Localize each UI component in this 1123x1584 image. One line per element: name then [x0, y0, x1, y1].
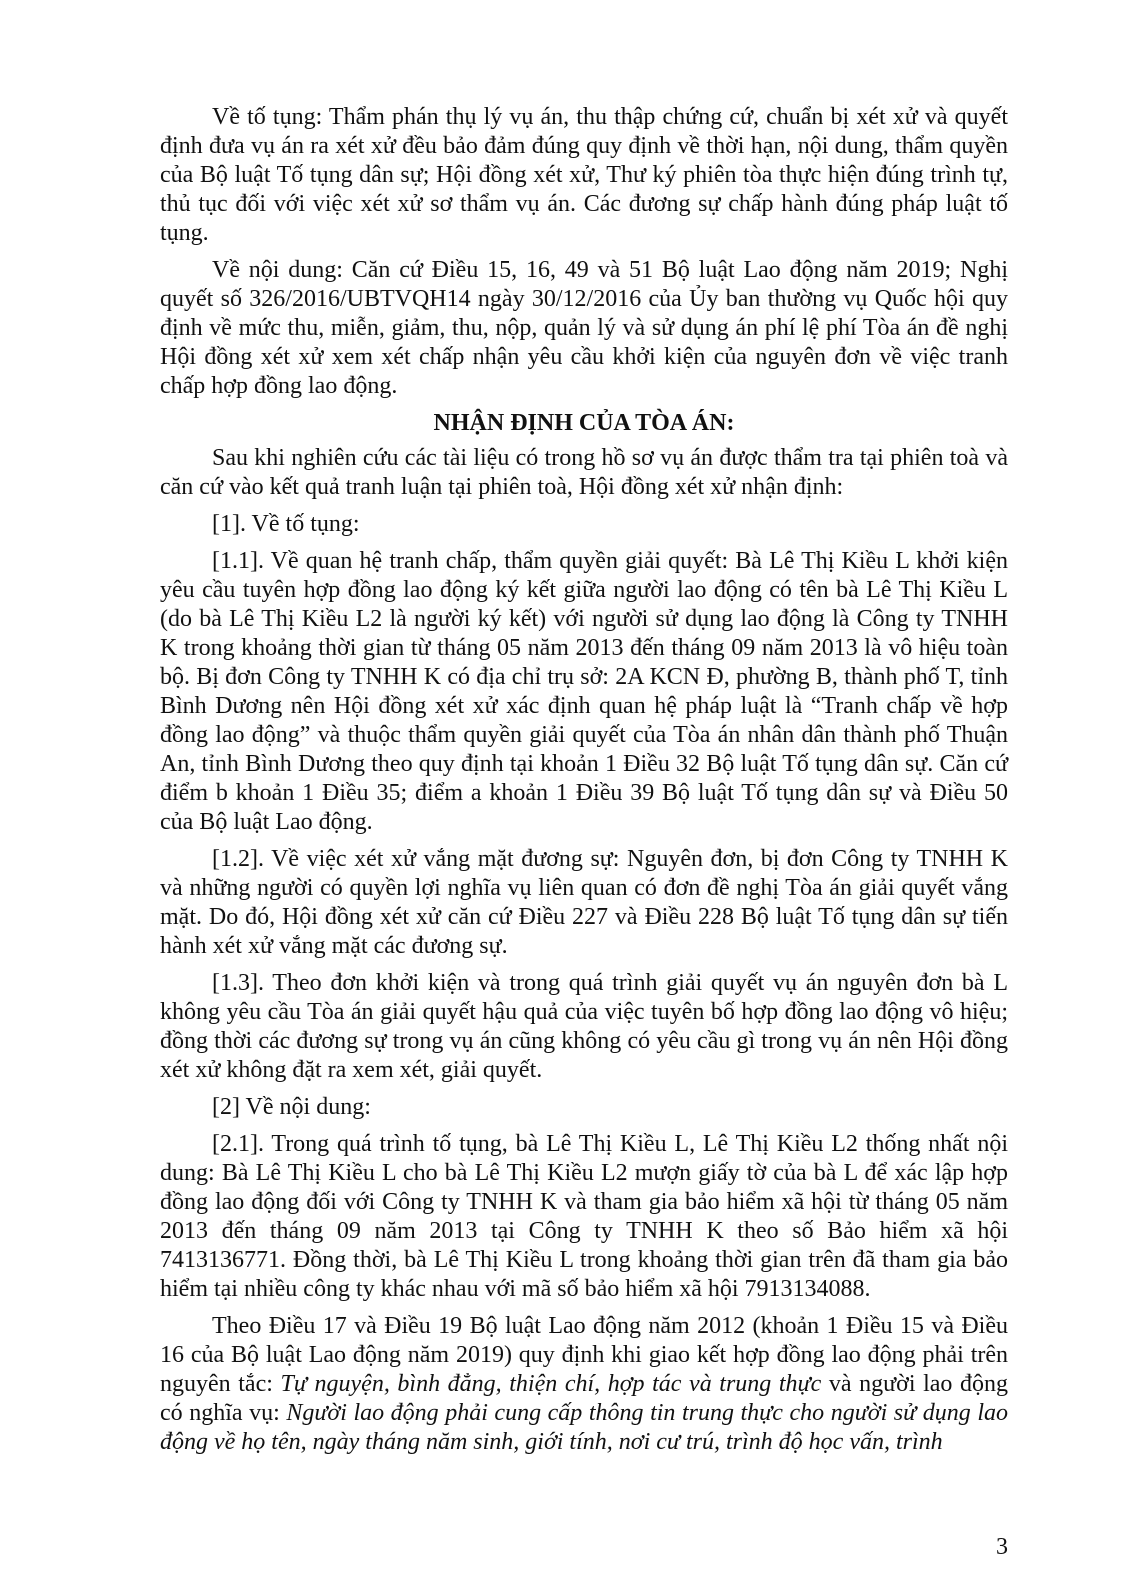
section-heading	[160, 409, 1008, 438]
text-segment: Về tố tụng: Thẩm phán thụ lý vụ án, thu thập chứng cứ, chuẩn bị xét xử và quyết định đưa vụ án ra xét xử đều bảo đảm đúng quy định về thời hạn, nội dung, thẩm quyền của Bộ luật Tố tụng dân sự; Hội đồng xét xử, Thư ký phiên tòa thực hiện đúng trình tự, thủ tục đối với việc xét xử sơ thẩm vụ án. Các đương sự chấp hành đúng pháp luật tố tụng.	[160, 104, 1008, 246]
body-paragraph	[160, 547, 1008, 837]
body-paragraph	[160, 1130, 1008, 1304]
text-segment: [2.1]. Trong quá trình tố tụng, bà Lê Thị Kiều L, Lê Thị Kiều L2 thống nhất nội dung: Bà Lê Thị Kiều L cho bà Lê Thị Kiều L2 mượn giấy tờ của bà L để xác lập hợp đồng lao động đối với Công ty TNHH K và tham gia bảo hiểm xã hội từ tháng 05 năm 2013 đến tháng 09 năm 2013 tại Công ty TNHH K theo số Bảo hiểm xã hội 7413136771. Đồng thời, bà Lê Thị Kiều L trong khoảng thời gian trên đã tham gia bảo hiểm tại nhiều công ty khác nhau với mã số bảo hiểm xã hội 7913134088.	[160, 1131, 1008, 1302]
italic-text: Tự nguyện, bình đẳng, thiện chí, hợp tác và trung thực	[280, 1371, 822, 1397]
text-segment: [1.2]. Về việc xét xử vắng mặt đương sự: Nguyên đơn, bị đơn Công ty TNHH K và những người có quyền lợi nghĩa vụ liên quan có đơn đề nghị Tòa án giải quyết vắng mặt. Do đó, Hội đồng xét xử căn cứ Điều 227 và Điều 228 Bộ luật Tố tụng dân sự tiến hành xét xử vắng mặt các đương sự.	[160, 846, 1008, 959]
body-paragraph	[160, 969, 1008, 1085]
body-paragraph	[160, 256, 1008, 401]
body-paragraph	[160, 103, 1008, 248]
body-paragraph	[160, 1093, 1008, 1122]
body-paragraph	[160, 1312, 1008, 1457]
text-segment: [2] Về nội dung:	[212, 1094, 371, 1120]
italic-text: Người lao động phải cung cấp thông tin trung thực cho người sử dụng lao động về họ tên, ngày tháng năm sinh, giới tính, nơi cư trú, trình độ học vấn, trình	[160, 1400, 1009, 1455]
text-segment: [1.3]. Theo đơn khởi kiện và trong quá trình giải quyết vụ án nguyên đơn bà L không yêu cầu Tòa án giải quyết hậu quả của việc tuyên bố hợp đồng lao động vô hiệu; đồng thời các đương sự trong vụ án cũng không có yêu cầu gì trong vụ án nên Hội đồng xét xử không đặt ra xem xét, giải quyết.	[160, 970, 1008, 1083]
text-segment: và người lao động có nghĩa vụ:	[160, 1371, 1009, 1426]
text-segment: Theo Điều 17 và Điều 19 Bộ luật Lao động năm 2012 (khoản 1 Điều 15 và Điều 16 của Bộ luật Lao động năm 2019) quy định khi giao kết hợp đồng lao động phải trên nguyên tắc:	[160, 1313, 1008, 1397]
body-paragraph	[160, 444, 1008, 502]
document-body	[160, 103, 1008, 1465]
body-paragraph	[160, 510, 1008, 539]
text-segment: [1.1]. Về quan hệ tranh chấp, thẩm quyền giải quyết: Bà Lê Thị Kiều L khởi kiện yêu cầu tuyên hợp đồng lao động ký kết giữa người lao động có tên bà Lê Thị Kiều L (do bà Lê Thị Kiều L2 là người ký kết) với người sử dụng lao động là Công ty TNHH K trong khoảng thời gian từ tháng 05 năm 2013 đến tháng 09 năm 2013 là vô hiệu toàn bộ. Bị đơn Công ty TNHH K có địa chỉ trụ sở: 2A KCN Đ, phường B, thành phố T, tỉnh Bình Dương nên Hội đồng xét xử xác định quan hệ pháp luật là “Tranh chấp về hợp đồng lao động” và thuộc thẩm quyền giải quyết của Tòa án nhân dân thành phố Thuận An, tỉnh Bình Dương theo quy định tại khoản 1 Điều 32 Bộ luật Tố tụng dân sự. Căn cứ điểm b khoản 1 Điều 35; điểm a khoản 1 Điều 39 Bộ luật Tố tụng dân sự và Điều 50 của Bộ luật Lao động.	[160, 548, 1008, 835]
text-segment: NHẬN ĐỊNH CỦA TÒA ÁN:	[433, 410, 735, 436]
page-number: 3	[996, 1534, 1008, 1560]
text-segment: Về nội dung: Căn cứ Điều 15, 16, 49 và 51 Bộ luật Lao động năm 2019; Nghị quyết số 326/2016/UBTVQH14 ngày 30/12/2016 của Ủy ban thường vụ Quốc hội quy định về mức thu, miễn, giảm, thu, nộp, quản lý và sử dụng án phí lệ phí Tòa án đề nghị Hội đồng xét xử xem xét chấp nhận yêu cầu khởi kiện của nguyên đơn về việc tranh chấp hợp đồng lao động.	[160, 257, 1008, 399]
text-segment: Sau khi nghiên cứu các tài liệu có trong hồ sơ vụ án được thẩm tra tại phiên toà và căn cứ vào kết quả tranh luận tại phiên toà, Hội đồng xét xử nhận định:	[160, 445, 1008, 500]
text-segment: [1]. Về tố tụng:	[212, 511, 360, 537]
body-paragraph	[160, 845, 1008, 961]
